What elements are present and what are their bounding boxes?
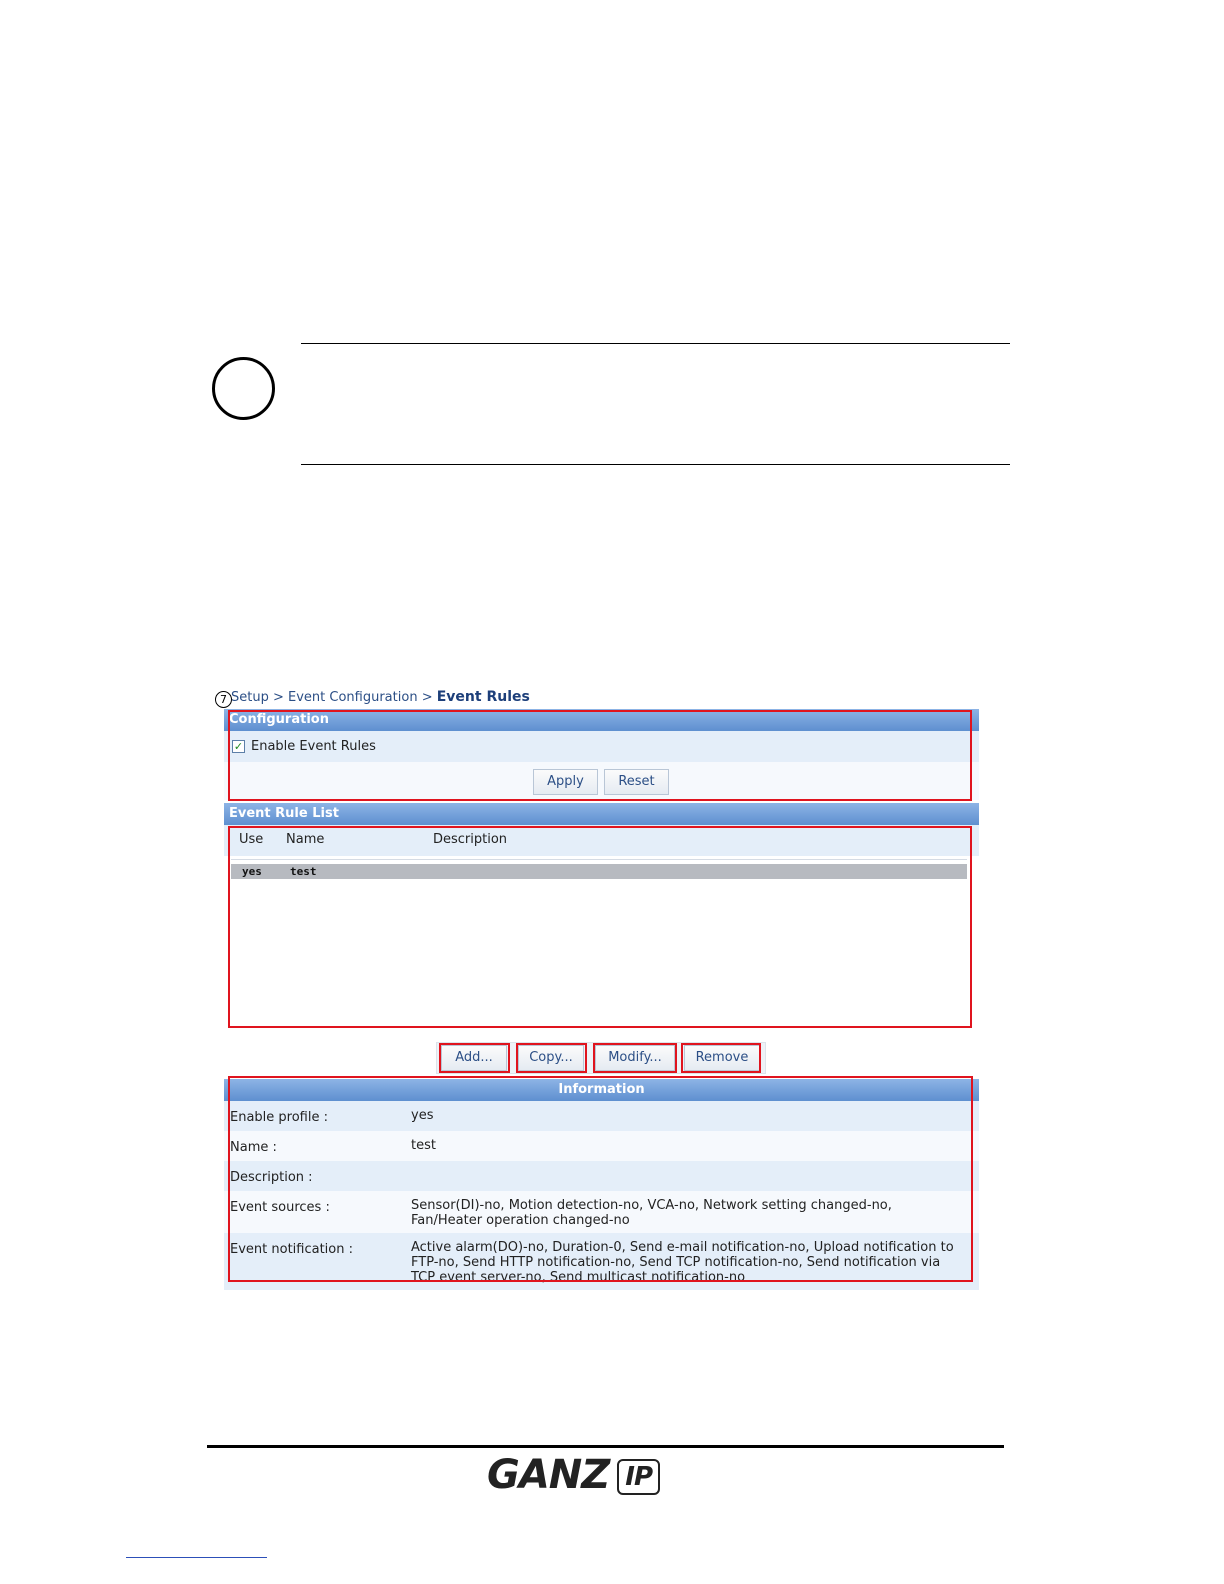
reset-button[interactable]: Reset xyxy=(604,769,669,795)
note-icon xyxy=(212,357,275,420)
info-label-event-notification: Event notification : xyxy=(230,1242,353,1257)
info-value-event-sources: Sensor(DI)-no, Motion detection-no, VCA-no, Network setting changed-no, Fan/Heater operation changed-no xyxy=(411,1198,892,1228)
enable-event-rules-checkbox[interactable]: ✓ xyxy=(233,740,244,753)
step-marker: 7 xyxy=(215,691,232,708)
info-label-name: Name : xyxy=(230,1140,277,1155)
breadcrumb xyxy=(231,689,530,705)
ganz-logo xyxy=(487,1452,660,1498)
footer-link-underline xyxy=(126,1557,267,1558)
configuration-header: Configuration xyxy=(224,709,979,731)
rule-list-highlight xyxy=(228,826,972,1028)
logo-brand: GANZ xyxy=(487,1452,610,1498)
breadcrumb-event-configuration[interactable]: Event Configuration xyxy=(288,690,418,705)
note-top-rule xyxy=(301,343,1010,344)
table-row[interactable] xyxy=(231,864,967,879)
info-label-description: Description : xyxy=(230,1170,313,1185)
breadcrumb-current: Event Rules xyxy=(436,689,530,705)
event-rule-list-header: Event Rule List xyxy=(224,803,979,825)
breadcrumb-separator: > xyxy=(268,690,289,705)
configuration-buttons-band xyxy=(224,762,979,800)
remove-button[interactable]: Remove xyxy=(684,1045,760,1071)
enable-event-rules-label: Enable Event Rules xyxy=(251,739,376,754)
logo-ip: IP xyxy=(617,1459,660,1495)
row-name: test xyxy=(290,865,317,878)
rule-list-column-band xyxy=(224,825,979,856)
modify-button[interactable]: Modify... xyxy=(595,1045,675,1071)
info-value-event-notification: Active alarm(DO)-no, Duration-0, Send e-mail notification-no, Upload notification to FTP-no, Send HTTP notification-no, Send TCP notification-no, Send notification via TCP event server-no, Send multicast notification-no xyxy=(411,1240,954,1285)
footer-rule xyxy=(207,1445,1004,1448)
rule-list-divider xyxy=(231,859,967,860)
add-button[interactable]: Add... xyxy=(441,1045,507,1071)
info-value-enable-profile: yes xyxy=(411,1108,434,1123)
info-label-enable-profile: Enable profile : xyxy=(230,1110,328,1125)
copy-button[interactable]: Copy... xyxy=(518,1045,584,1071)
breadcrumb-separator: > xyxy=(417,690,437,705)
info-value-name: test xyxy=(411,1138,436,1153)
column-use[interactable]: Use xyxy=(239,832,264,847)
information-header: Information xyxy=(224,1079,979,1101)
note-bottom-rule xyxy=(301,464,1010,465)
column-description[interactable]: Description xyxy=(433,832,508,847)
info-band-3 xyxy=(224,1161,979,1191)
column-name[interactable]: Name xyxy=(286,832,325,847)
breadcrumb-setup[interactable]: Setup xyxy=(231,690,269,705)
info-label-event-sources: Event sources : xyxy=(230,1200,330,1215)
apply-button[interactable]: Apply xyxy=(533,769,598,795)
row-use: yes xyxy=(242,865,262,878)
